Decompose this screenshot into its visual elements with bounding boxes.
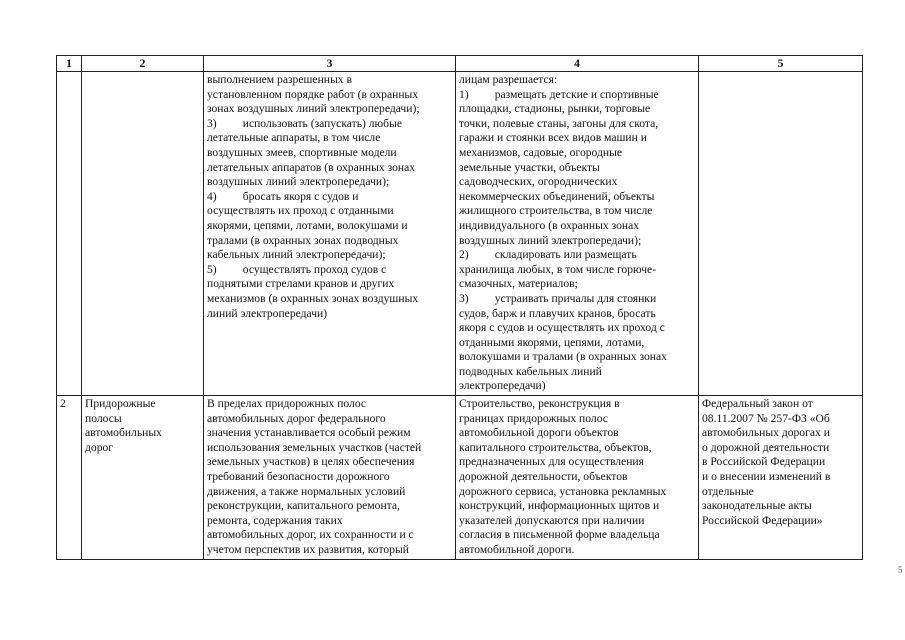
text-line: площадки, стадионы, рынки, торговые (459, 102, 651, 116)
row1-col5 (699, 72, 863, 396)
row1-col1 (57, 72, 82, 396)
text-line: движения, а также нормальных условий (207, 484, 406, 498)
text-line: судов, барж и плавучих кранов, бросать (459, 306, 656, 320)
text-line: предназначенных для осуществления (459, 455, 644, 469)
text-line: волокушами и тралами (в охранных зонах (459, 350, 667, 364)
text-line: автомобильных дорог федерального (207, 411, 386, 425)
text-line: механизмов, садовые, огородные (459, 145, 623, 159)
text-line: учетом перспектив их развития, который (207, 543, 409, 556)
text-line: индивидуального (в охранных зонах (459, 218, 640, 232)
text-line: конструкций, информационных щитов и (459, 499, 660, 513)
text-line: дорожной деятельности, объектов (459, 470, 628, 484)
header-col-2: 2 (82, 56, 204, 72)
text-line: 1) размещать детские и спортивные (459, 87, 659, 101)
text-line: воздушных змеев, спортивные модели (207, 145, 397, 159)
text-line: Российской Федерации» (702, 513, 823, 527)
text-line: воздушных линий электропередачи); (207, 175, 390, 189)
row2-col1: 2 (57, 396, 82, 560)
text-line: Придорожные (85, 397, 156, 411)
text-line: Федеральный закон от (702, 397, 813, 411)
text-line: о дорожной деятельности (702, 440, 830, 454)
header-col-3: 3 (204, 56, 456, 72)
text-line: 4) бросать якоря с судов и (207, 189, 359, 203)
text-line: дорожного сервиса, установка рекламных (459, 484, 667, 498)
text-line: кабельных линий электропередачи); (207, 248, 386, 262)
row1-col3 (204, 72, 456, 396)
text-line: отдельные (702, 484, 754, 498)
text-line: использования земельных участков (частей (207, 440, 422, 454)
text-line: тралами (в охранных зонах подводных (207, 233, 399, 247)
row2-col5 (699, 396, 863, 560)
text-line: требований безопасности дорожного (207, 470, 390, 484)
text-line: реконструкции, капитального ремонта, (207, 499, 400, 513)
text-line: смазочных, материалов; (459, 277, 578, 291)
text-line: полосы (85, 411, 122, 425)
text-line: якоря с судов и осуществлять их проход с (459, 321, 665, 335)
text-line: автомобильных дорогах и (702, 426, 830, 440)
text-line: автомобильных дорог, их сохранности и с (207, 528, 414, 542)
row2-col3 (204, 396, 456, 560)
text-line: В пределах придорожных полос (207, 397, 367, 411)
text-line: и о внесении изменений в (702, 470, 831, 484)
text-line: Строительство, реконструкция в (459, 397, 620, 411)
row1-col2 (82, 72, 204, 396)
text-line: 3) использовать (запускать) любые (207, 116, 403, 130)
text-line: подводных кабельных линий (459, 364, 602, 378)
table-row (57, 396, 863, 560)
text-line: жилищного строительства, в том числе (459, 204, 653, 218)
header-col-4: 4 (456, 56, 699, 72)
text-line: электропередачи) (459, 379, 546, 393)
text-line: дорог (85, 440, 114, 454)
text-line: выполнением разрешенных в (207, 73, 352, 86)
text-line: хранилища любых, в том числе горюче- (459, 262, 657, 276)
text-line: 5) осуществлять проход судов с (207, 262, 387, 276)
text-line: 3) устраивать причалы для стоянки (459, 291, 657, 305)
text-line: механизмов (в охранных зонах воздушных (207, 291, 419, 305)
text-line: зонах воздушных линий электропередачи); (207, 102, 420, 116)
text-line: 2) складировать или размещать (459, 248, 637, 262)
row2-col4 (456, 396, 699, 560)
text-line: летательные аппараты, в том числе (207, 131, 381, 145)
text-line: земельные участки, объекты (459, 160, 600, 174)
text-line: указателей допускаются при наличии (459, 513, 645, 527)
text-line: поднятыми стрелами кранов и других (207, 277, 395, 291)
text-line: воздушных линий электропередачи); (459, 233, 642, 247)
text-line: ремонта, содержания таких (207, 513, 343, 527)
legal-table (56, 55, 863, 560)
text-line: осуществлять их проход с отданными (207, 204, 394, 218)
text-line: согласия в письменной форме владельца (459, 528, 660, 542)
text-line: гаражи и стоянки всех видов машин и (459, 131, 647, 145)
text-line: отданными якорями, цепями, лотами, (459, 335, 645, 349)
text-line: точки, полевые станы, загоны для скота, (459, 116, 659, 130)
text-line: 08.11.2007 № 257-ФЗ «Об (702, 411, 830, 425)
text-line: летательных аппаратов (в охранных зонах (207, 160, 416, 174)
text-line: садоводческих, огороднических (459, 175, 618, 189)
text-line: земельных участков) в целях обеспечения (207, 455, 415, 469)
text-line: значения устанавливается особый режим (207, 426, 411, 440)
header-col-1: 1 (57, 56, 82, 72)
text-line: якорями, цепями, лотами, волокушами и (207, 218, 408, 232)
text-line: границах придорожных полос (459, 411, 608, 425)
text-line: линий электропередачи) (207, 306, 328, 320)
text-line: автомобильной дороги. (459, 543, 575, 556)
text-line: законодательные акты (702, 499, 812, 513)
text-line: автомобильных (85, 426, 162, 440)
text-line: в Российской Федерации (702, 455, 826, 469)
table-row (57, 72, 863, 396)
row1-col4 (456, 72, 699, 396)
text-line: лицам разрешается: (459, 73, 558, 86)
text-line: установленном порядке работ (в охранных (207, 87, 419, 101)
text-line: капитального строительства, объектов, (459, 440, 652, 454)
text-line: автомобильной дороги объектов (459, 426, 619, 440)
header-col-5: 5 (699, 56, 863, 72)
row2-col2 (82, 396, 204, 560)
page-number-mark: 5 (898, 565, 903, 575)
text-line: некоммерческих объединений, объекты (459, 189, 655, 203)
header-row (57, 56, 863, 72)
